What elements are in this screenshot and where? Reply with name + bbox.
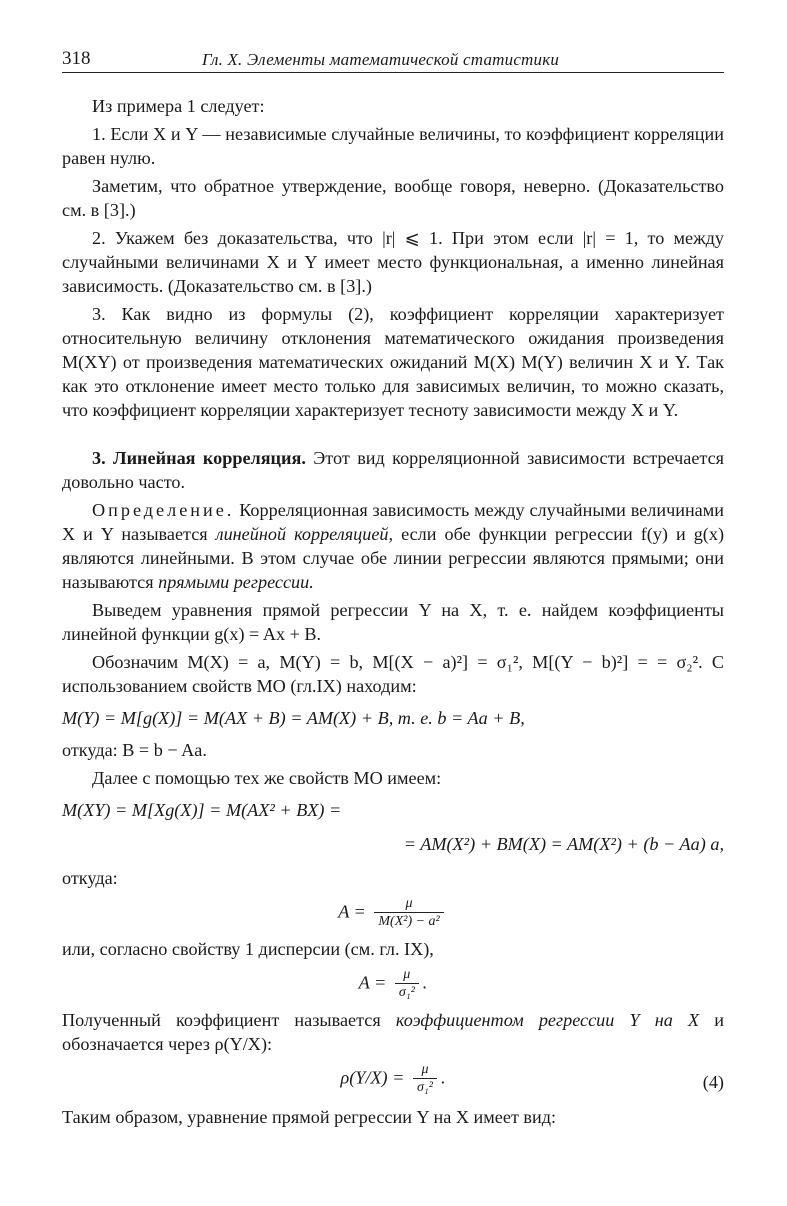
paragraph-text: Полученный коэффициент называется	[62, 1010, 381, 1030]
fraction	[374, 896, 443, 931]
equation-end: .	[440, 1067, 446, 1088]
equation-left: A =	[358, 972, 387, 993]
equation: = AM(X²) + BM(X) = AM(X²) + (b − Aa) a,	[403, 834, 724, 854]
paragraph: откуда:	[62, 868, 118, 888]
paragraph: Обозначим M(X) = a, M(Y) = b, M[(X − a)²] = σ₁², M[(Y − b)²] = = σ₂². С использованием свойств МО (гл.IX) находим:	[62, 652, 724, 696]
equation-left: ρ(Y/X) =	[340, 1067, 405, 1088]
page-header	[62, 44, 724, 73]
definition-term: прямыми регрессии.	[158, 572, 314, 592]
section-text: Этот вид корреляционной зависимости встречается довольно часто.	[62, 448, 725, 492]
paragraph: Таким образом, уравнение прямой регрессии Y на X имеет вид:	[62, 1107, 557, 1127]
paragraph: 1. Если X и Y — независимые случайные величины, то коэффициент корреляции равен нулю.	[62, 124, 724, 168]
paragraph: 2. Укажем без доказательства, что |r| ⩽ 1. При этом если |r| = 1, то между случайными величинами X и Y имеет место функциональная, а именно линейная зависимость. (Доказательство см. в [3].)	[62, 228, 724, 296]
running-title: Гл. X. Элементы математической статистики	[202, 50, 560, 69]
definition-label: Определение.	[92, 500, 235, 520]
equation-number: (4)	[702, 1072, 724, 1092]
numbered-equation	[62, 1062, 724, 1097]
fraction-numerator: μ	[374, 896, 443, 913]
fraction	[395, 967, 419, 1002]
paragraph	[62, 1008, 724, 1056]
section-paragraph	[62, 446, 724, 494]
paragraph: откуда: B = b − Aa.	[62, 740, 207, 760]
equation-left: A =	[338, 901, 366, 922]
book-page	[62, 44, 725, 1127]
section-gap	[62, 426, 724, 446]
paragraph: Заметим, что обратное утверждение, вообще говоря, неверно. (Доказательство см. в [3].)	[62, 176, 724, 220]
definition-paragraph	[62, 498, 724, 594]
fraction-denominator: M(X²) − a²	[378, 914, 440, 929]
page-number: 318	[62, 48, 91, 69]
paragraph: Далее с помощью тех же свойств МО имеем:	[92, 768, 442, 788]
equation: M(XY) = M[Xg(X)] = M(AX² + BX) =	[62, 800, 342, 820]
equation	[62, 896, 724, 931]
fraction-numerator: μ	[395, 967, 419, 984]
definition-term: линейной корреляцией,	[215, 524, 394, 544]
paragraph-text: и обозначается через ρ(Y/X):	[62, 1010, 725, 1054]
equation: M(Y) = M[g(X)] = M(AX + B) = AM(X) + B, т. е. b = Aa + B,	[62, 708, 525, 728]
definition-text: если обе функции регрессии f(y) и g(x) являются линейными. В этом случае обе линии регрессии являются прямыми; они называются	[62, 524, 725, 592]
fraction	[413, 1062, 437, 1097]
equation-end: .	[422, 972, 428, 993]
page-body	[62, 94, 724, 1133]
fraction-denominator: σ₁²	[398, 985, 415, 1000]
fraction-denominator: σ₁²	[416, 1080, 433, 1095]
defined-term: коэффициентом регрессии Y на X	[395, 1010, 700, 1030]
paragraph: Выведем уравнения прямой регрессии Y на X, т. е. найдем коэффициенты линейной функции g(x) = Ax + B.	[62, 600, 724, 644]
paragraph: Из примера 1 следует:	[92, 96, 265, 116]
definition-text: Корреляционная зависимость между случайными величинами X и Y называется	[62, 500, 724, 544]
paragraph: 3. Как видно из формулы (2), коэффициент корреляции характеризует относительную величину отклонения математического ожидания произведения M(XY) от произведения математических ожиданий M(X) M(Y) величин X и Y. Так как это отклонение имеет место только для зависимых величин, то можно сказать, что коэффициент корреляции характеризует тесноту зависимости между X и Y.	[62, 304, 724, 420]
section-heading: 3. Линейная корреляция.	[92, 448, 306, 468]
paragraph: или, согласно свойству 1 дисперсии (см. гл. IX),	[62, 939, 434, 959]
fraction-numerator: μ	[413, 1062, 437, 1079]
equation	[62, 967, 724, 1002]
